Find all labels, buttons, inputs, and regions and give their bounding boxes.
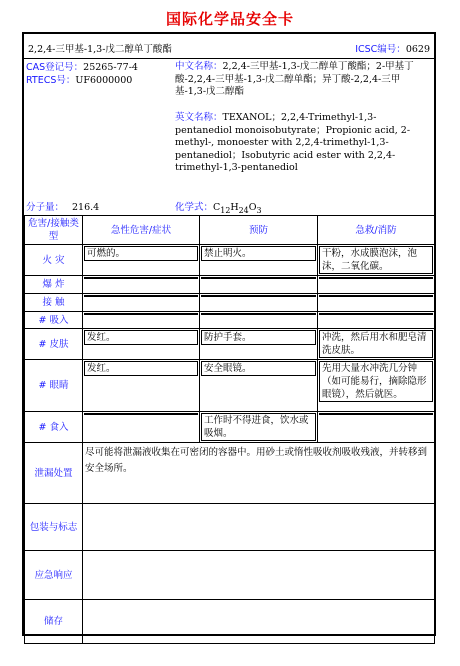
inhale-prevention	[201, 313, 316, 315]
table-row-storage	[25, 600, 435, 644]
en-name-text: TEXANOL；2,2,4-Trimethyl-1,3-pentanediol monoisobutyrate；Propionic acid, 2-methyl-, monoester with 2,2,4-trimethyl-1,3-pentanediol；Isobutyric acid ester with 2,2,4-trimethyl-1,3-pentanediol	[175, 112, 411, 173]
table-row-emergency	[25, 551, 435, 600]
hazard-table	[24, 215, 435, 644]
row-label-eyes: # 眼睛	[25, 360, 83, 412]
formula-c: C	[213, 202, 221, 213]
rtecs-value: UF6000000	[75, 75, 133, 86]
table-row-spill	[25, 443, 435, 504]
packaging-text	[83, 504, 435, 551]
explosion-aid	[319, 277, 433, 279]
cn-name-text: 2,2,4-三甲基-1,3-戊二醇单丁酸酯；2-甲基丁酸-2,2,4-三甲基-1,3-戊二醇单酯；异丁酸-2,2,4-三甲基-1,3-戊二醇酯	[175, 61, 414, 97]
formula-h: H	[230, 202, 239, 213]
explosion-prevention	[201, 277, 316, 279]
safety-card	[22, 32, 436, 636]
molecular-weight	[26, 199, 99, 213]
fire-aid: 干粉，水成膜泡沫，泡沫，二氧化碳。	[319, 246, 433, 274]
row-label-skin: # 皮肤	[25, 329, 83, 360]
en-name-label: 英文名称：	[175, 112, 223, 123]
ingest-prevention: 工作时不得进食，饮水或吸烟。	[201, 413, 316, 441]
table-row-contact	[25, 294, 435, 312]
ingest-aid	[319, 413, 433, 415]
inhale-aid	[319, 313, 433, 315]
cas-line	[26, 61, 138, 74]
cn-name-label: 中文名称：	[175, 61, 223, 72]
icsc-label: ICSC编号：	[355, 44, 406, 55]
icsc-number	[355, 41, 430, 55]
ingest-symptoms	[84, 413, 198, 415]
mw-value: 216.4	[72, 202, 100, 213]
card-title: 国际化学品安全卡	[165, 10, 294, 28]
rtecs-line	[26, 74, 132, 87]
row-label-inhale: # 吸入	[25, 312, 83, 329]
table-row-eyes	[25, 360, 435, 412]
eyes-aid: 先用大量水冲洗几分钟（如可能易行，摘除隐形眼镜），然后就医。	[319, 361, 433, 402]
divider	[24, 58, 434, 59]
formula-label: 化学式：	[175, 202, 214, 213]
table-row-explosion	[25, 276, 435, 294]
explosion-symptoms	[84, 277, 198, 279]
skin-prevention: 防护手套。	[201, 330, 316, 345]
table-row-inhale	[25, 312, 435, 329]
chemical-name-cn: 2,2,4-三甲基-1,3-戊二醇单丁酸酯	[28, 44, 172, 55]
header-symptoms: 急性危害/症状	[83, 216, 200, 245]
header-first-aid: 急救/消防	[318, 216, 435, 245]
skin-aid: 冲洗，然后用水和肥皂清洗皮肤。	[319, 330, 433, 358]
skin-symptoms: 发红。	[84, 330, 198, 345]
icsc-value: 0629	[405, 44, 430, 55]
fire-prevention: 禁止明火。	[201, 246, 316, 261]
formula-o-sub: 3	[256, 205, 262, 215]
row-label-packaging: 包装与标志	[25, 504, 83, 551]
row-label-storage: 储存	[25, 600, 83, 644]
mw-label: 分子量：	[26, 202, 65, 213]
formula-c-sub: 12	[220, 205, 231, 215]
formula-h-sub: 24	[238, 205, 249, 215]
eyes-prevention: 安全眼镜。	[201, 361, 316, 376]
table-row-ingest	[25, 412, 435, 443]
row-label-ingest: # 食入	[25, 412, 83, 443]
row-label-spill: 泄漏处置	[25, 443, 83, 504]
storage-text	[83, 600, 435, 644]
table-header-row	[25, 216, 435, 245]
contact-symptoms	[84, 295, 198, 297]
row-label-contact: 接 触	[25, 294, 83, 312]
eyes-symptoms: 发红。	[84, 361, 198, 376]
row-label-explosion: 爆 炸	[25, 276, 83, 294]
row-label-fire: 火 灾	[25, 245, 83, 276]
formula-o: O	[248, 202, 257, 213]
spill-text: 尽可能将泄漏液收集在可密闭的容器中。用砂土或惰性吸收剂吸收残液，并转移到安全场所。	[83, 443, 435, 504]
cn-name-block	[175, 61, 431, 99]
en-name-block	[175, 112, 431, 175]
rtecs-label: RTECS号：	[26, 75, 76, 86]
emergency-text	[83, 551, 435, 600]
contact-aid	[319, 295, 433, 297]
cas-value: 25265-77-4	[83, 62, 138, 73]
header-type: 危害/接触类型	[25, 216, 83, 245]
cas-label: CAS登记号：	[26, 62, 84, 73]
header-prevention: 预防	[200, 216, 318, 245]
fire-symptoms: 可燃的。	[84, 246, 198, 261]
table-row-packaging	[25, 504, 435, 551]
formula	[175, 199, 262, 215]
row-label-emergency: 应急响应	[25, 551, 83, 600]
inhale-symptoms	[84, 313, 198, 315]
table-row-skin	[25, 329, 435, 360]
table-row-fire	[25, 245, 435, 276]
contact-prevention	[201, 295, 316, 297]
